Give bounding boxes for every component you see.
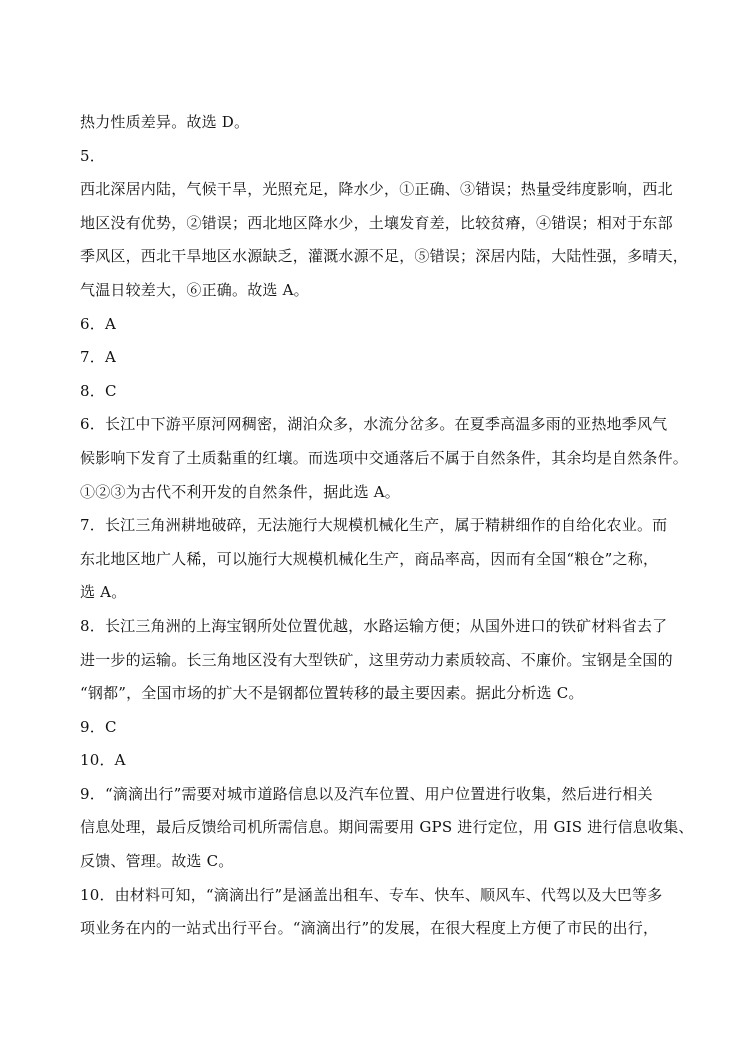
text-line: 选 A。	[80, 583, 127, 602]
document-body	[80, 106, 694, 946]
paragraph	[80, 778, 694, 879]
text-line: 反馈、管理。故选 C。	[80, 852, 234, 871]
paragraph	[80, 308, 680, 342]
text-line: 9．“滴滴出行”需要对城市道路信息以及汽车位置、用户位置进行收集，然后进行相关	[80, 784, 653, 803]
text-line: 东北地区地广人稀，可以施行大规模机械化生产，商品率高，因而有全国“粮仓”之称，	[80, 549, 659, 568]
paragraph	[80, 375, 680, 409]
paragraph	[80, 509, 680, 610]
text-line: 候影响下发育了土质黏重的红壤。而选项中交通落后不属于自然条件，其余均是自然条件。	[80, 448, 689, 467]
text-line: 6．长江中下游平原河网稠密，湖泊众多，水流分岔多。在夏季高温多雨的亚热地季风气	[80, 415, 668, 434]
paragraph	[80, 140, 680, 174]
text-line: 7．长江三角洲耕地破碎，无法施行大规模机械化生产，属于精耕细作的自给化农业。而	[80, 516, 668, 535]
text-line: 9．C	[80, 717, 117, 736]
text-line: ①②③为古代不利开发的自然条件，据此选 A。	[80, 482, 401, 501]
text-line: 进一步的运输。长三角地区没有大型铁矿，这里劳动力素质较高、不廉价。宝钢是全国的	[80, 650, 673, 669]
paragraph	[80, 173, 689, 307]
paragraph	[80, 408, 689, 509]
paragraph	[80, 341, 680, 375]
text-line: 10．由材料可知，“滴滴出行”是涵盖出租车、专车、快车、顺风车、代驾以及大巴等多	[80, 885, 663, 904]
paragraph	[80, 879, 680, 946]
text-line: 8．长江三角洲的上海宝钢所处位置优越，水路运输方便；从国外进口的铁矿材料省去了	[80, 616, 668, 635]
text-line: 项业务在内的一站式出行平台。“滴滴出行”的发展，在很大程度上方便了市民的出行，	[80, 919, 659, 938]
text-line: 地区没有优势，②错误；西北地区降水少，土壤发育差，比较贫瘠，④错误；相对于东部	[80, 213, 673, 232]
paragraph	[80, 106, 680, 140]
text-line: 西北深居内陆，气候干旱，光照充足，降水少，①正确、③错误；热量受纬度影响，西北	[80, 180, 673, 199]
text-line: 8．C	[80, 381, 117, 400]
text-line: 7．A	[80, 348, 116, 367]
text-line: 热力性质差异。故选 D。	[80, 113, 250, 131]
text-line: 气温日较差大，⑥正确。故选 A。	[80, 280, 309, 299]
paragraph	[80, 610, 680, 711]
paragraph	[80, 711, 680, 745]
text-line: 季风区，西北干旱地区水源缺乏，灌溉水源不足，⑤错误；深居内陆，大陆性强，多晴天，	[80, 247, 689, 266]
text-line: 10．A	[80, 751, 126, 770]
text-line: 信息处理，最后反馈给司机所需信息。期间需要用 GPS 进行定位，用 GIS 进行信息收集、	[80, 818, 694, 837]
paragraph	[80, 744, 680, 778]
text-line: 6．A	[80, 314, 116, 333]
text-line: 5．	[80, 146, 105, 165]
text-line: “钢都”，全国市场的扩大不是钢都位置转移的最主要因素。据此分析选 C。	[80, 684, 584, 703]
